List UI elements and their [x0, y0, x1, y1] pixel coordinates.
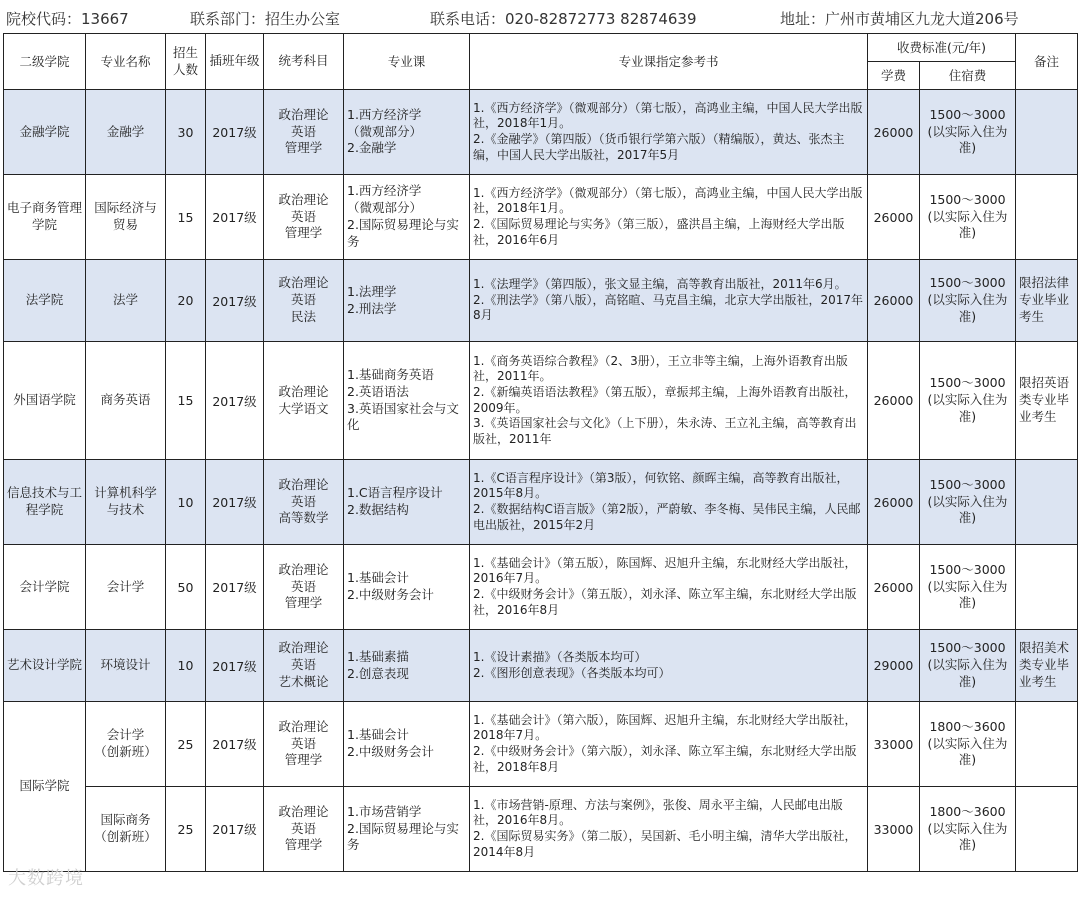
- cell-courses: 1.市场营销学 2.国际贸易理论与实务: [344, 787, 470, 872]
- cell-note: [1016, 175, 1078, 260]
- col-note: 备注: [1016, 34, 1078, 90]
- cell-books: 1.《基础会计》（第五版），陈国辉、迟旭升主编，东北财经大学出版社，2016年7月。 2.《中级财务会计》（第五版），刘永泽、陈立军主编，东北财经大学出版社，2016年8月: [470, 545, 868, 630]
- cell-tuition: 29000: [868, 630, 920, 702]
- table-row: [4, 90, 1078, 175]
- cell-courses: 1.基础会计 2.中级财务会计: [344, 545, 470, 630]
- col-exam: 统考科目: [264, 34, 344, 90]
- cell-note: 限招美术类专业毕业考生: [1016, 630, 1078, 702]
- cell-dorm: 1500～3000 (以实际入住为准): [920, 545, 1016, 630]
- col-fees: 收费标准(元/年): [868, 34, 1016, 62]
- cell-grade: 2017级: [206, 260, 264, 342]
- table-row: [4, 342, 1078, 460]
- cell-note: 限招英语类专业毕业考生: [1016, 342, 1078, 460]
- cell-grade: 2017级: [206, 545, 264, 630]
- cell-note: [1016, 702, 1078, 787]
- cell-exam: 政治理论 英语 管理学: [264, 90, 344, 175]
- cell-grade: 2017级: [206, 702, 264, 787]
- cell-major: 计算机科学与技术: [86, 460, 166, 545]
- cell-books: 1.《西方经济学》（微观部分）（第七版），高鸿业主编，中国人民大学出版社，2018年1月。 2.《国际贸易理论与实务》（第三版），盛洪昌主编，上海财经大学出版社，2016年6月: [470, 175, 868, 260]
- cell-dorm: 1500～3000 (以实际入住为准): [920, 630, 1016, 702]
- cell-books: 1.《市场营销-原理、方法与案例》，张俊、周永平主编，人民邮电出版社，2016年8月。 2.《国际贸易实务》（第二版），吴国新、毛小明主编，清华大学出版社，2014年8月: [470, 787, 868, 872]
- col-books: 专业课指定参考书: [470, 34, 868, 90]
- cell-college: 电子商务管理学院: [4, 175, 86, 260]
- table-row: [4, 702, 1078, 787]
- col-college: 二级学院: [4, 34, 86, 90]
- cell-courses: 1.C语言程序设计 2.数据结构: [344, 460, 470, 545]
- cell-note: 限招法律专业毕业考生: [1016, 260, 1078, 342]
- admission-table: [3, 33, 1078, 872]
- cell-major: 国际商务 （创新班）: [86, 787, 166, 872]
- col-quota: 招生人数: [166, 34, 206, 90]
- cell-quota: 50: [166, 545, 206, 630]
- cell-quota: 15: [166, 342, 206, 460]
- cell-tuition: 33000: [868, 702, 920, 787]
- cell-tuition: 26000: [868, 460, 920, 545]
- cell-note: [1016, 787, 1078, 872]
- cell-major: 商务英语: [86, 342, 166, 460]
- cell-note: [1016, 545, 1078, 630]
- cell-grade: 2017级: [206, 630, 264, 702]
- cell-exam: 政治理论 英语 艺术概论: [264, 630, 344, 702]
- cell-courses: 1.法理学 2.刑法学: [344, 260, 470, 342]
- cell-quota: 25: [166, 787, 206, 872]
- cell-dorm: 1500～3000 (以实际入住为准): [920, 175, 1016, 260]
- cell-major: 环境设计: [86, 630, 166, 702]
- cell-exam: 政治理论 英语 高等数学: [264, 460, 344, 545]
- col-courses: 专业课: [344, 34, 470, 90]
- cell-grade: 2017级: [206, 342, 264, 460]
- cell-tuition: 26000: [868, 175, 920, 260]
- cell-grade: 2017级: [206, 90, 264, 175]
- cell-quota: 25: [166, 702, 206, 787]
- cell-quota: 10: [166, 460, 206, 545]
- cell-dorm: 1500～3000 (以实际入住为准): [920, 90, 1016, 175]
- cell-dorm: 1500～3000 (以实际入住为准): [920, 342, 1016, 460]
- cell-tuition: 26000: [868, 260, 920, 342]
- cell-courses: 1.基础素描 2.创意表现: [344, 630, 470, 702]
- cell-exam: 政治理论 大学语文: [264, 342, 344, 460]
- table-row: [4, 175, 1078, 260]
- cell-courses: 1.基础商务英语 2.英语语法 3.英语国家社会与文化: [344, 342, 470, 460]
- cell-quota: 10: [166, 630, 206, 702]
- cell-grade: 2017级: [206, 460, 264, 545]
- cell-exam: 政治理论 英语 管理学: [264, 787, 344, 872]
- cell-major: 国际经济与贸易: [86, 175, 166, 260]
- table-row: [4, 787, 1078, 872]
- col-major: 专业名称: [86, 34, 166, 90]
- cell-note: [1016, 90, 1078, 175]
- school-code: 院校代码：13667: [6, 10, 129, 28]
- cell-grade: 2017级: [206, 787, 264, 872]
- cell-dorm: 1500～3000 (以实际入住为准): [920, 260, 1016, 342]
- cell-note: [1016, 460, 1078, 545]
- cell-books: 1.《C语言程序设计》（第3版），何钦铭、颜晖主编，高等教育出版社，2015年8月。 2.《数据结构C语言版》（第2版），严蔚敏、李冬梅、吴伟民主编，人民邮电出版社，2015年2月: [470, 460, 868, 545]
- cell-college: 金融学院: [4, 90, 86, 175]
- cell-grade: 2017级: [206, 175, 264, 260]
- cell-books: 1.《法理学》（第四版），张文显主编，高等教育出版社，2011年6月。 2.《刑法学》（第八版），高铭暄、马克昌主编，北京大学出版社，2017年8月: [470, 260, 868, 342]
- col-dorm: 住宿费: [920, 62, 1016, 90]
- cell-books: 1.《商务英语综合教程》（2、3册），王立非等主编，上海外语教育出版社，2011年。 2.《新编英语语法教程》（第五版），章振邦主编，上海外语教育出版社，2009年。 3.《英语国家社会与文化》（上下册），朱永涛、王立礼主编，高等教育出版社，2011年: [470, 342, 868, 460]
- cell-college: 法学院: [4, 260, 86, 342]
- cell-major: 法学: [86, 260, 166, 342]
- cell-tuition: 26000: [868, 545, 920, 630]
- cell-college: 会计学院: [4, 545, 86, 630]
- cell-college: 艺术设计学院: [4, 630, 86, 702]
- col-grade: 插班年级: [206, 34, 264, 90]
- col-tuition: 学费: [868, 62, 920, 90]
- cell-tuition: 33000: [868, 787, 920, 872]
- school-address: 地址：广州市黄埔区九龙大道206号: [780, 10, 1019, 28]
- cell-courses: 1.西方经济学 （微观部分） 2.金融学: [344, 90, 470, 175]
- cell-courses: 1.基础会计 2.中级财务会计: [344, 702, 470, 787]
- cell-books: 1.《设计素描》（各类版本均可） 2.《图形创意表现》（各类版本均可）: [470, 630, 868, 702]
- cell-college: 国际学院: [4, 702, 86, 872]
- table-row: [4, 630, 1078, 702]
- cell-quota: 30: [166, 90, 206, 175]
- table-row: [4, 260, 1078, 342]
- cell-dorm: 1500～3000 (以实际入住为准): [920, 460, 1016, 545]
- cell-exam: 政治理论 英语 民法: [264, 260, 344, 342]
- watermark-logo: 大数跨境: [8, 868, 84, 889]
- cell-books: 1.《基础会计》（第六版），陈国辉、迟旭升主编，东北财经大学出版社，2018年7月。 2.《中级财务会计》（第六版），刘永泽、陈立军主编，东北财经大学出版社，2018年8月: [470, 702, 868, 787]
- cell-college: 外国语学院: [4, 342, 86, 460]
- cell-exam: 政治理论 英语 管理学: [264, 175, 344, 260]
- cell-major: 金融学: [86, 90, 166, 175]
- cell-books: 1.《西方经济学》（微观部分）（第七版），高鸿业主编，中国人民大学出版社，2018年1月。 2.《金融学》（第四版）（货币银行学第六版）（精编版），黄达、张杰主编，中国人民大学出版社，2017年5月: [470, 90, 868, 175]
- cell-major: 会计学: [86, 545, 166, 630]
- contact-dept: 联系部门：招生办公室: [190, 10, 341, 28]
- cell-exam: 政治理论 英语 管理学: [264, 545, 344, 630]
- cell-dorm: 1800～3600 (以实际入住为准): [920, 787, 1016, 872]
- table-row: [4, 460, 1078, 545]
- cell-quota: 20: [166, 260, 206, 342]
- cell-college: 信息技术与工程学院: [4, 460, 86, 545]
- cell-courses: 1.西方经济学 （微观部分） 2.国际贸易理论与实务: [344, 175, 470, 260]
- cell-dorm: 1800～3600 (以实际入住为准): [920, 702, 1016, 787]
- cell-major: 会计学 （创新班）: [86, 702, 166, 787]
- cell-quota: 15: [166, 175, 206, 260]
- cell-tuition: 26000: [868, 342, 920, 460]
- contact-phone: 联系电话：020-82872773 82874639: [430, 10, 697, 28]
- cell-tuition: 26000: [868, 90, 920, 175]
- cell-exam: 政治理论 英语 管理学: [264, 702, 344, 787]
- contact-header: [0, 0, 1080, 30]
- table-row: [4, 545, 1078, 630]
